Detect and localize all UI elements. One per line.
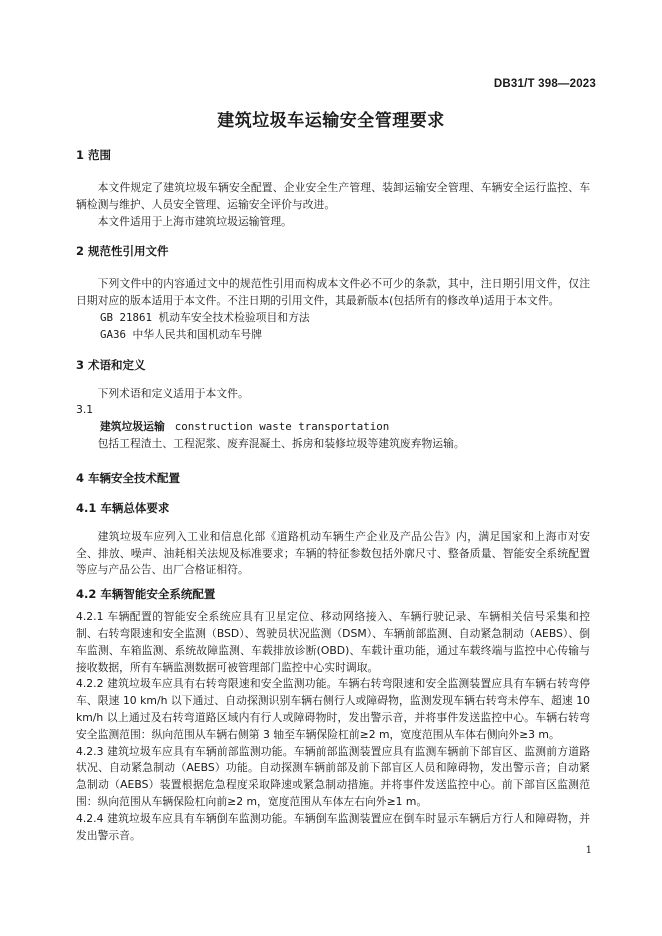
term-chinese: 建筑垃圾运输 — [100, 420, 165, 434]
clause-4-2-4: 4.2.4 建筑垃圾车应具有车辆倒车监测功能。车辆倒车监测装置应在倒车时显示车辆后方行人和障碍物，并发出警示音。 — [76, 811, 590, 842]
term-number: 3.1 — [76, 403, 94, 417]
document-code: DB31/T 398—2023 — [493, 78, 596, 90]
section-heading-normative-references: 2 规范性引用文件 — [76, 244, 169, 259]
reference-item: GA36 中华人民共和国机动车号牌 — [100, 327, 263, 341]
clause-4-2-2: 4.2.2 建筑垃圾车应具有右转弯限速和安全监测功能。车辆右转弯限速和安全监测装置应具有车辆右转弯停车、限速 10 km/h 以下通过、自动探测识别车辆右侧行人或障碍物，监测发现车辆右转弯未停车、超速 10 km/h 以上通过及右转弯道路区域内有行人或障碍物时，发出警示音，并将事件发送监控中心。车辆右转弯安全监测范围：纵向范围从车辆右侧第 3 轴至车辆保险杠前≥2 m，宽度范围从车体右侧向外≥3 m。 — [76, 677, 590, 741]
section-heading-scope: 1 范围 — [76, 148, 112, 162]
scope-paragraph-2: 本文件适用于上海市建筑垃圾运输管理。 — [97, 214, 292, 228]
clause-4-2-3: 4.2.3 建筑垃圾车应具有车辆前部监测功能。车辆前部监测装置应具有监测车辆前下部盲区、监测前方道路状况、自动紧急制动（AEBS）功能。自动探测车辆前部及前下部盲区人员和障碍物，发出警示音；自动紧急制动（AEBS）装置根据危急程度采取降速或紧急制动措施。并将事件发送监控中心。前下部盲区监测范围：纵向范围从车辆保险杠向前≥2 m，宽度范围从车体左右向外≥1 m。 — [76, 744, 590, 808]
term-definition: 包括工程渣土、工程泥浆、废弃混凝土、拆房和装修垃圾等建筑废弃物运输。 — [97, 436, 465, 450]
subsection-heading-intelligent-safety: 4.2 车辆智能安全系统配置 — [76, 587, 216, 602]
general-requirements-paragraph: 建筑垃圾车应列入工业和信息化部《道路机动车辆生产企业及产品公告》内，满足国家和上海市对安全、排放、噪声、油耗相关法规及标准要求；车辆的特征参数包括外廓尺寸、整备质量、智能安全系统配置等应与产品公告、出厂合格证相符。 — [76, 529, 590, 577]
document-body — [76, 146, 590, 844]
scope-paragraph-1: 本文件规定了建筑垃圾车辆安全配置、企业安全生产管理、装卸运输安全管理、车辆安全运行监控、车辆检测与维护、人员安全管理、运输安全评价与改进。 — [76, 181, 590, 211]
term-english: construction waste transportation — [174, 420, 390, 434]
subsection-heading-general: 4.1 车辆总体要求 — [76, 500, 170, 515]
references-paragraph: 下列文件中的内容通过文中的规范性引用而构成本文件必不可少的条款，其中，注日期引用文件，仅注日期对应的版本适用于本文件。不注日期的引用文件，其最新版本(包括所有的修改单)适用于本文件。 — [76, 277, 590, 308]
section-heading-vehicle-safety: 4 车辆安全技术配置 — [76, 470, 181, 485]
page-number: 1 — [585, 845, 592, 856]
document-title: 建筑垃圾车运输安全管理要求 — [217, 111, 445, 131]
terms-intro: 下列术语和定义适用于本文件。 — [97, 386, 249, 400]
clause-4-2-1: 4.2.1 车辆配置的智能安全系统应具有卫星定位、移动网络接入、车辆行驶记录、车辆相关信号采集和控制、右转弯限速和安全监测（BSD）、驾驶员状况监测（DSM）、车辆前部监测、自动紧急制动（AEBS）、倒车监测、车箱监测、系统故障监测、车载排放诊断(OBD)、车载计重功能，通过车载终端与监控中心传输与接收数据，所有车辆监测数据可被管理部门监控中心实时调取。 — [76, 610, 590, 674]
section-heading-terms: 3 术语和定义 — [76, 357, 146, 372]
reference-item: GB 21861 机动车安全技术检验项目和方法 — [100, 310, 310, 324]
term-entry — [76, 419, 590, 436]
